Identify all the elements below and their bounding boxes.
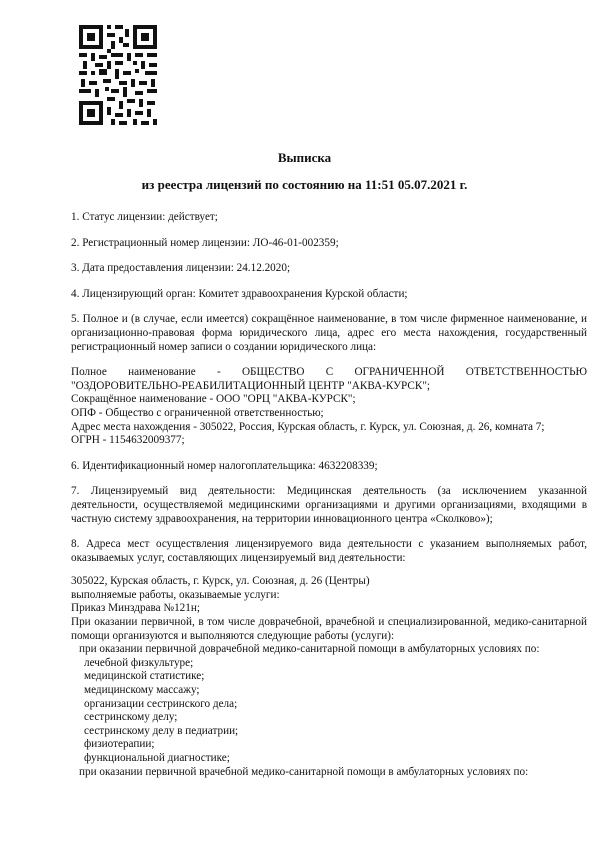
item-license-status: 1. Статус лицензии: действует; xyxy=(71,211,218,223)
works-subheading-physician: при оказании первичной врачебной медико-санитарной помощи в амбулаторных условиях по: xyxy=(79,765,529,778)
list-item: физиотерапии; xyxy=(84,738,155,751)
works-address: 305022, Курская область, г. Курск, ул. Союзная, д. 26 (Центры) xyxy=(71,575,370,588)
works-order: Приказ Минздрава №121н; xyxy=(71,602,200,615)
works-intro: При оказании первичной, в том числе доврачебной, врачебной и специализированной, медико-санитарной помощи организуются и выполняются следующие работы (услуги): xyxy=(71,616,587,642)
works-list xyxy=(71,657,587,766)
works-section xyxy=(71,575,587,779)
list-item: сестринскому делу в педиатрии; xyxy=(84,724,239,737)
org-short-name: Сокращённое наименование - ООО "ОРЦ "АКВА-КУРСК"; xyxy=(71,393,356,406)
item-registration-number: 2. Регистрационный номер лицензии: ЛО-46-01-002359; xyxy=(71,236,339,249)
item-issue-date: 3. Дата предоставления лицензии: 24.12.2020; xyxy=(71,262,291,275)
organization-details xyxy=(71,366,587,448)
works-subheading-prehospital: при оказании первичной доврачебной медико-санитарной помощи в амбулаторных условиях по: xyxy=(79,643,540,656)
item-inn: 6. Идентификационный номер налогоплательщика: 4632208339; xyxy=(71,459,378,472)
document-subtitle: из реестра лицензий по состоянию на 11:51 05.07.2021 г. xyxy=(141,177,468,192)
org-ogrn: ОГРН - 1154632009377; xyxy=(71,434,185,447)
item-activity-addresses: 8. Адреса мест осуществления лицензируемого вида деятельности с указанием выполняемых работ, оказываемых услуг, составляющих лицензируемый вид деятельности: xyxy=(71,538,587,564)
org-full-name: Полное наименование - ОБЩЕСТВО С ОГРАНИЧЕННОЙ ОТВЕТСТВЕННОСТЬЮ "ОЗДОРОВИТЕЛЬНО-РЕАБИЛИТАЦИОННЫЙ ЦЕНТР "АКВА-КУРСК"; xyxy=(71,366,587,392)
item-org-heading: 5. Полное и (в случае, если имеется) сокращённое наименование, в том числе фирменное наименование, и организационно-правовая форма юридического лица, адрес его места нахождения, государственный регистрационный номер записи о создании юридического лица: xyxy=(71,313,587,353)
item-licensing-authority: 4. Лицензирующий орган: Комитет здравоохранения Курской области; xyxy=(71,287,408,300)
document-body xyxy=(71,211,587,779)
org-legal-form: ОПФ - Общество с ограниченной ответственностью; xyxy=(71,406,324,419)
list-item: медицинской статистике; xyxy=(84,670,205,683)
org-address: Адрес места нахождения - 305022, Россия, Курская область, г. Курск, ул. Союзная, д. 26, комната 7; xyxy=(71,420,545,433)
item-activity-type: 7. Лицензируемый вид деятельности: Медицинская деятельность (за исключением указанной деятельности, осуществляемой медицинскими организациями и другими организациями, входящими в частную систему здравоохранения, на территории инновационного центра «Сколково»); xyxy=(71,485,587,525)
list-item: функциональной диагностике; xyxy=(84,752,230,764)
list-item: сестринскому делу; xyxy=(84,711,178,724)
qr-code xyxy=(77,23,159,127)
list-item: лечебной физкультуре; xyxy=(84,656,194,669)
list-item: организации сестринского дела; xyxy=(84,697,238,710)
document-title: Выписка xyxy=(277,150,332,165)
works-label: выполняемые работы, оказываемые услуги: xyxy=(71,588,280,601)
list-item: медицинскому массажу; xyxy=(84,684,200,697)
